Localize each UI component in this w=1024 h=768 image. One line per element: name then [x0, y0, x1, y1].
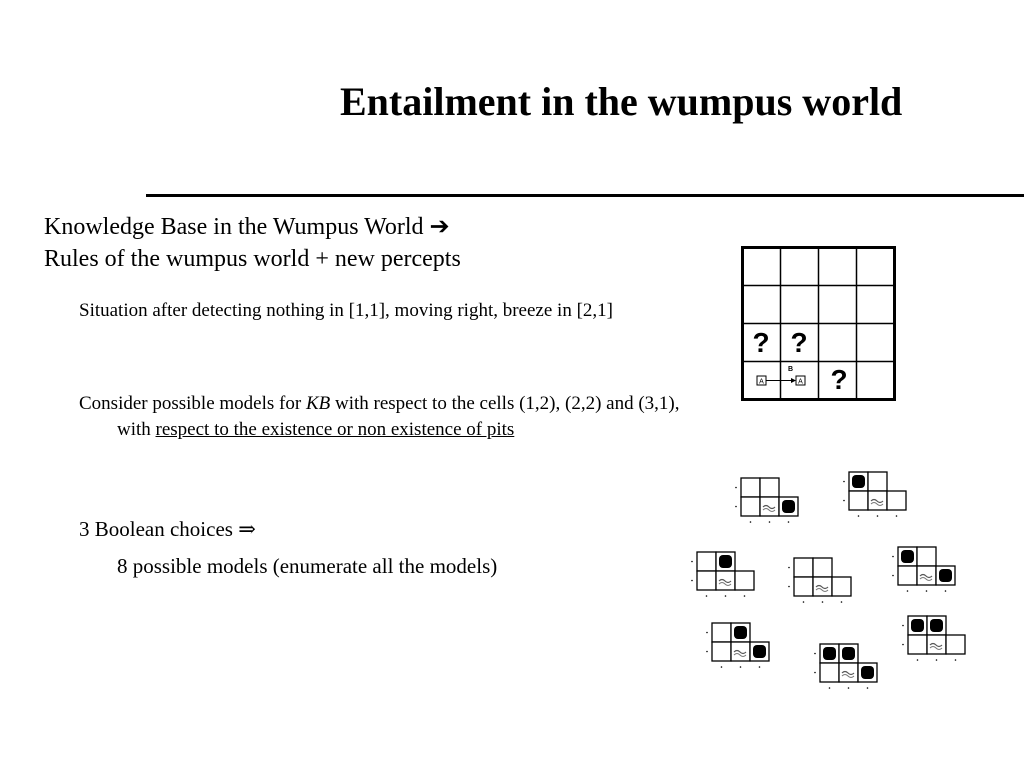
- pit-icon: [911, 619, 924, 632]
- row-tick: [814, 653, 816, 655]
- pit-icon: [861, 666, 874, 679]
- col-tick: [848, 687, 850, 689]
- col-tick: [744, 595, 746, 597]
- agent-start-label: A: [759, 378, 764, 386]
- col-tick: [769, 521, 771, 523]
- bullet-models-mid: with respect to the cells (1,2), (2,2) and (3,1), with: [117, 393, 680, 440]
- model-cell: [697, 552, 716, 571]
- row-tick: [843, 500, 845, 502]
- col-tick: [706, 595, 708, 597]
- title-divider: [146, 194, 1024, 197]
- question-mark-3-1: ?: [830, 364, 848, 395]
- model-diagram: [704, 621, 784, 673]
- model-cell: [741, 478, 760, 497]
- row-tick: [788, 567, 790, 569]
- bullet-models: [79, 391, 707, 443]
- row-tick: [814, 672, 816, 674]
- pit-icon: [901, 550, 914, 563]
- wumpus-grid: [741, 246, 901, 406]
- model-cell: [697, 571, 716, 590]
- col-tick: [936, 659, 938, 661]
- bullet-models-underlined: respect to the existence or non existence of pits: [155, 419, 515, 440]
- row-tick: [843, 481, 845, 483]
- row-tick: [706, 632, 708, 634]
- col-tick: [725, 595, 727, 597]
- col-tick: [867, 687, 869, 689]
- model-cell: [832, 577, 851, 596]
- col-tick: [841, 601, 843, 603]
- col-tick: [917, 659, 919, 661]
- model-cell: [712, 623, 731, 642]
- col-tick: [926, 590, 928, 592]
- model-diagram: [689, 550, 769, 602]
- model-diagram: [890, 545, 970, 597]
- col-tick: [896, 515, 898, 517]
- row-tick: [735, 487, 737, 489]
- model-cell: [887, 491, 906, 510]
- breeze-label: B: [788, 366, 794, 373]
- row-tick: [902, 644, 904, 646]
- col-tick: [750, 521, 752, 523]
- model-cell: [820, 663, 839, 682]
- row-tick: [706, 651, 708, 653]
- pit-icon: [782, 500, 795, 513]
- col-tick: [877, 515, 879, 517]
- model-cell: [898, 566, 917, 585]
- col-tick: [759, 666, 761, 668]
- bullet-situation: Situation after detecting nothing in [1,1], moving right, breeze in [2,1]: [79, 300, 613, 321]
- right-arrow-icon: ➔: [429, 214, 450, 240]
- kb-heading: [44, 212, 450, 241]
- pit-icon: [753, 645, 766, 658]
- question-mark-2-2: ?: [790, 327, 808, 358]
- row-tick: [691, 561, 693, 563]
- pit-icon: [930, 619, 943, 632]
- row-tick: [892, 575, 894, 577]
- bullet-boolean-text: 3 Boolean choices: [79, 517, 239, 541]
- col-tick: [858, 515, 860, 517]
- model-cell: [794, 577, 813, 596]
- bullet-eight-models: 8 possible models (enumerate all the models): [117, 554, 498, 578]
- pit-icon: [842, 647, 855, 660]
- row-tick: [892, 556, 894, 558]
- kb-heading-text: Knowledge Base in the Wumpus World: [44, 214, 424, 240]
- model-cell: [794, 558, 813, 577]
- row-tick: [691, 580, 693, 582]
- model-cell: [849, 491, 868, 510]
- row-tick: [788, 586, 790, 588]
- slide-title: Entailment in the wumpus world: [340, 79, 903, 124]
- col-tick: [907, 590, 909, 592]
- model-diagram: [786, 556, 866, 608]
- model-cell: [735, 571, 754, 590]
- col-tick: [945, 590, 947, 592]
- row-tick: [735, 506, 737, 508]
- col-tick: [740, 666, 742, 668]
- bullet-boolean: [79, 516, 707, 542]
- model-diagram: [841, 470, 921, 522]
- col-tick: [721, 666, 723, 668]
- pit-icon: [823, 647, 836, 660]
- col-tick: [803, 601, 805, 603]
- kb-subheading: Rules of the wumpus world + new percepts: [44, 246, 461, 272]
- col-tick: [955, 659, 957, 661]
- col-tick: [788, 521, 790, 523]
- col-tick: [829, 687, 831, 689]
- model-cell: [946, 635, 965, 654]
- model-diagram: [812, 642, 892, 694]
- question-mark-1-2: ?: [752, 327, 770, 358]
- model-cell: [741, 497, 760, 516]
- model-cell: [760, 478, 779, 497]
- implies-icon: ⇒: [238, 517, 256, 541]
- row-tick: [902, 625, 904, 627]
- model-cell: [868, 472, 887, 491]
- col-tick: [822, 601, 824, 603]
- model-cell: [712, 642, 731, 661]
- model-diagram: [900, 614, 980, 666]
- model-cell: [917, 547, 936, 566]
- bullet-models-pre: Consider possible models for: [79, 393, 306, 414]
- agent-current-label: A: [798, 378, 803, 386]
- pit-icon: [734, 626, 747, 639]
- pit-icon: [939, 569, 952, 582]
- pit-icon: [719, 555, 732, 568]
- pit-icon: [852, 475, 865, 488]
- model-cell: [908, 635, 927, 654]
- model-cell: [813, 558, 832, 577]
- model-diagram: [733, 476, 813, 528]
- kb-italic: KB: [305, 393, 331, 414]
